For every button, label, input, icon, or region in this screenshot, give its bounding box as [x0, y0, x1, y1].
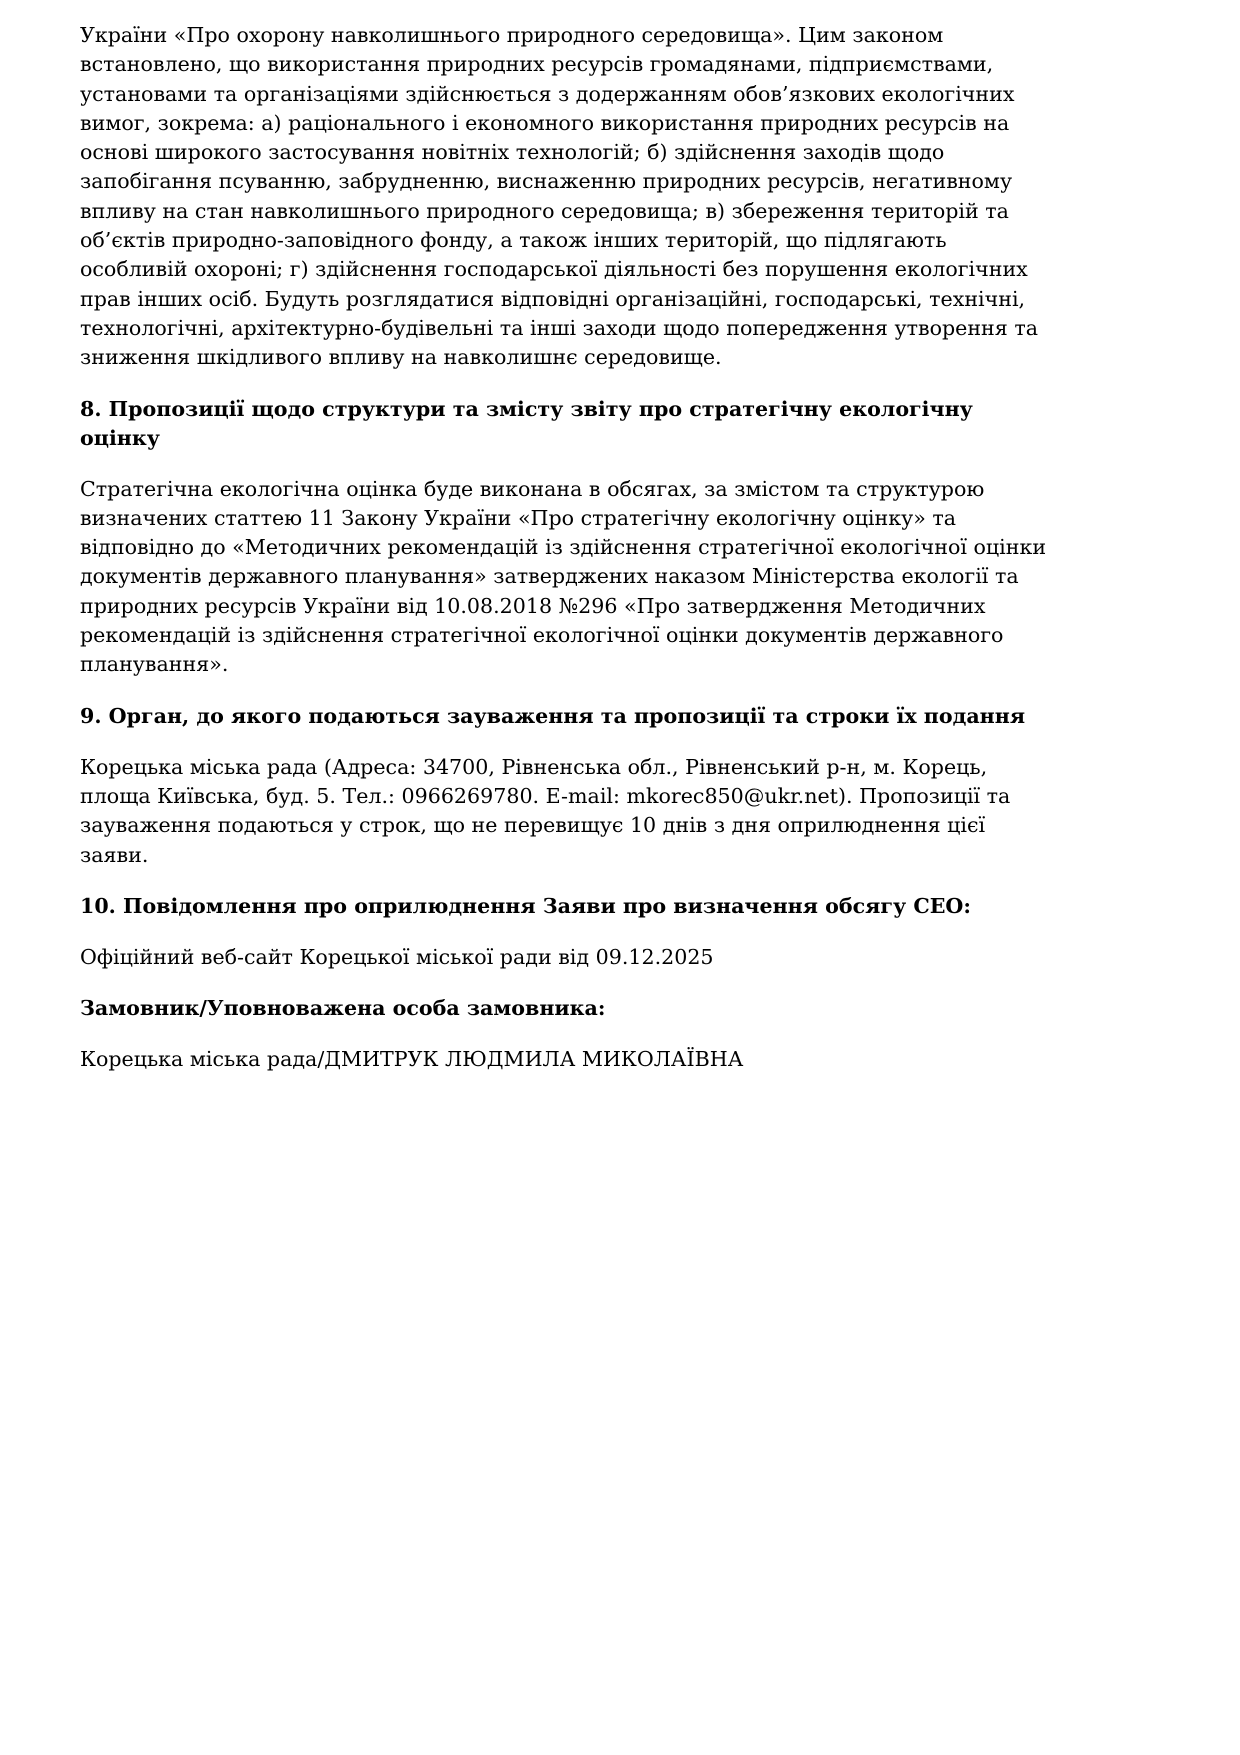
paragraph-line: природних ресурсів України від 10.08.2018 №296 «Про затвердження Методичних: [80, 593, 986, 618]
heading-line: оцінку: [80, 425, 160, 450]
paragraph-line: технологічні, архітектурно-будівельні та інші заходи щодо попередження утворення та: [80, 315, 1038, 340]
paragraph-line: встановлено, що використання природних ресурсів громадянами, підприємствами,: [80, 52, 994, 77]
paragraph-line: особливій охороні; г) здійснення господарської діяльності без порушення екологічних: [80, 257, 1028, 282]
paragraph-line: документів державного планування» затверджених наказом Міністерства екології та: [80, 564, 1019, 589]
document-page: [80, 21, 1180, 1096]
paragraph-line: планування».: [80, 652, 229, 677]
customer-heading: [80, 994, 1180, 1023]
paragraph-line: зауваження подаються у строк, що не перевищує 10 днів з дня оприлюднення цієї: [80, 813, 986, 838]
section-9-heading: [80, 702, 1180, 731]
section-9-paragraph: [80, 753, 1180, 870]
paragraph-line: установами та організаціями здійснюється з додержанням обов’язкових екологічних: [80, 81, 1015, 106]
heading-line: Замовник/Уповноважена особа замовника:: [80, 996, 606, 1021]
intro-paragraph: [80, 21, 1180, 373]
heading-line: 10. Повідомлення про оприлюднення Заяви про визначення обсягу СЕО:: [80, 893, 971, 918]
paragraph-line: вимог, зокрема: а) раціонального і економного використання природних ресурсів на: [80, 110, 1010, 135]
paragraph-line: України «Про охорону навколишнього природного середовища». Цим законом: [80, 23, 944, 47]
paragraph-line: зниження шкідливого впливу на навколишнє середовище.: [80, 345, 722, 370]
customer-paragraph: [80, 1045, 1180, 1074]
heading-line: 9. Орган, до якого подаються зауваження та пропозиції та строки їх подання: [80, 703, 1026, 728]
paragraph-line: основі широкого застосування новітніх технологій; б) здійснення заходів щодо: [80, 140, 945, 165]
paragraph-line: об’єктів природно-заповідного фонду, а також інших територій, що підлягають: [80, 228, 947, 253]
paragraph-line: рекомендацій із здійснення стратегічної екологічної оцінки документів державного: [80, 623, 1004, 648]
heading-line: 8. Пропозиції щодо структури та змісту звіту про стратегічну екологічну: [80, 396, 973, 421]
section-10-heading: [80, 892, 1180, 921]
paragraph-line: Корецька міська рада/ДМИТРУК ЛЮДМИЛА МИКОЛАЇВНА: [80, 1047, 744, 1072]
section-8-heading: [80, 395, 1180, 453]
paragraph-line: Офіційний веб-сайт Корецької міської ради від 09.12.2025: [80, 944, 714, 969]
paragraph-line: Стратегічна екологічна оцінка буде виконана в обсягах, за змістом та структурою: [80, 476, 985, 501]
paragraph-line: Корецька міська рада (Адреса: 34700, Рівненська обл., Рівненський р-н, м. Корець,: [80, 754, 988, 779]
paragraph-line: площа Київська, буд. 5. Тел.: 0966269780. E-mail: mkorec850@ukr.net). Пропозиції та: [80, 783, 1011, 808]
section-8-paragraph: [80, 475, 1180, 680]
section-10-paragraph: [80, 943, 1180, 972]
paragraph-line: прав інших осіб. Будуть розглядатися відповідні організаційні, господарські, технічні,: [80, 286, 1026, 311]
paragraph-line: запобігання псуванню, забрудненню, виснаженню природних ресурсів, негативному: [80, 169, 1013, 194]
paragraph-line: визначених статтею 11 Закону України «Про стратегічну екологічну оцінку» та: [80, 505, 957, 530]
paragraph-line: відповідно до «Методичних рекомендацій із здійснення стратегічної екологічної оцінки: [80, 535, 1047, 560]
paragraph-line: заяви.: [80, 842, 149, 867]
paragraph-line: впливу на стан навколишнього природного середовища; в) збереження територій та: [80, 198, 1009, 223]
